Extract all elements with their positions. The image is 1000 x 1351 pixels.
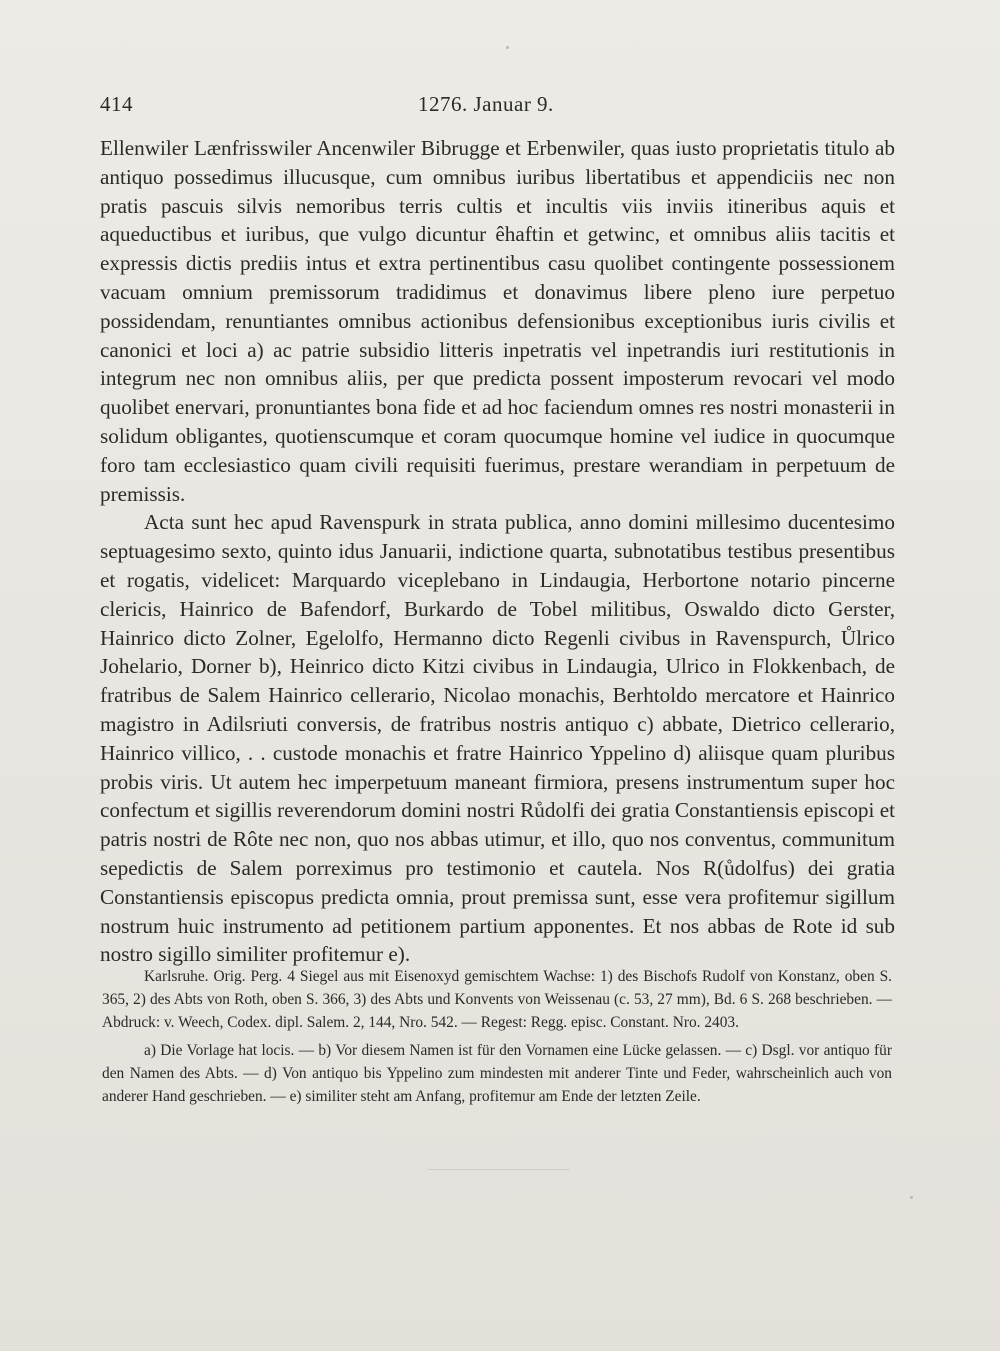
running-head: 1276. Januar 9. (418, 92, 554, 116)
paragraph-2: Acta sunt hec apud Ravenspurk in strata publica, anno domini millesimo ducentesimo septuagesimo sexto, quinto idus Januarii, indictione quarta, subnotatibus testibus presentibus et rogatis, videlicet: Marquardo viceplebano in Lindaugia, Herbortone notario pincerne clericis, Hainrico de Bafendorf, Burkardo de Tobel militibus, Oswaldo dicto Gerster, Hainrico dicto Zolner, Egelolfo, Hermanno dicto Regenli civibus in Ravenspurch, Ůlrico Johelario, Dorner b), Heinrico dicto Kitzi civibus in Lindaugia, Ulrico in Flokkenbach, de fratribus de Salem Hainrico cellerario, Nicolao monachis, Berhtoldo mercatore et Hainrico magistro in Adilsriuti conversis, de fratribus nostris antiquo c) abbate, Dietrico cellerario, Hainrico villico, . . custode monachis et fratre Hainrico Yppelino d) aliisque quam pluribus probis viris. Ut autem hec imperpetuum maneant firmiora, presens instrumentum super hoc confectum et sigillis reverendorum domini nostri Růdolfi dei gratia Constantiensis episcopi et patris nostri de Rôte nec non, quo nos abbas utimur, et illo, quo nos conventus, communitum sepedictis de Salem porreximus pro testimonio et cautela. Nos R(ůdolfus) dei gratia Constantiensis episcopus predicta omnia, prout premissa sunt, esse vera profitemur sigillum nostrum huic instrumento ad petitionem partium apponentes. Et nos abbas de Rote id sub nostro sigillo similiter profitemur e). (100, 510, 895, 967)
page-number: 414 (100, 92, 133, 116)
separator-rule (428, 1169, 570, 1170)
paragraph-1: Ellenwiler Lænfrisswiler Ancenwiler Bibrugge et Erbenwiler, quas iusto proprietatis titulo ab antiquo possedimus illucusque, cum omnibus iuribus libertatibus et appendiciis nec non pratis pascuis silvis nemoribus terris cultis et incultis viis inviis itineribus aquis et aqueductibus et iuribus, que vulgo dicuntur êhaftin et getwinc, et omnibus aliis tacitis et expressis dictis prediis intus et extra pertinentibus casu quolibet contingente possessionem vacuam omnium premissorum tradidimus et donavimus libere pleno iure perpetuo possidendam, renuntiantes omnibus actionibus defensionibus exceptionibus iuris civilis et canonici et loci a) ac patrie subsidio litteris inpetratis vel inpetrandis iuri restitutionis in integrum nec non omnibus aliis, per que predicta possent imposterum revocari vel modo quolibet enervari, pronuntiantes bona fide et ad hoc faciendum omnes res nostri monasterii in solidum obligantes, quotienscumque et coram quocumque homine vel iudice in quocumque foro tam ecclesiastico quam civili requisiti fuerimus, prestare werandiam in perpetuum de premissis. (100, 136, 895, 506)
textual-footnotes: a) Die Vorlage hat locis. — b) Vor diesem Namen ist für den Vornamen eine Lücke gelassen. — c) Dsgl. vor antiquo für den Namen des Abts. — d) Von antiquo bis Yppelino zum mindesten mit anderer Tinte und Feder, wahrscheinlich auch von anderer Hand geschrieben. — e) similiter steht am Anfang, profitemur am Ende der letzten Zeile. (102, 1041, 892, 1106)
source-note: Karlsruhe. Orig. Perg. 4 Siegel aus mit Eisenoxyd gemischtem Wachse: 1) des Bischofs Rudolf von Konstanz, oben S. 365, 2) des Abts von Roth, oben S. 366, 3) des Abts und Konvents von Weissenau (c. 53, 27 mm), Bd. 6 S. 268 beschrieben. — Abdruck: v. Weech, Codex. dipl. Salem. 2, 144, Nro. 542. — Regest: Regg. episc. Constant. Nro. 2403. (102, 968, 892, 1032)
charter-text (100, 134, 895, 969)
editorial-notes (102, 965, 892, 1108)
page-header (100, 92, 900, 122)
paper-speck (910, 1196, 913, 1199)
paper-speck (506, 46, 509, 49)
